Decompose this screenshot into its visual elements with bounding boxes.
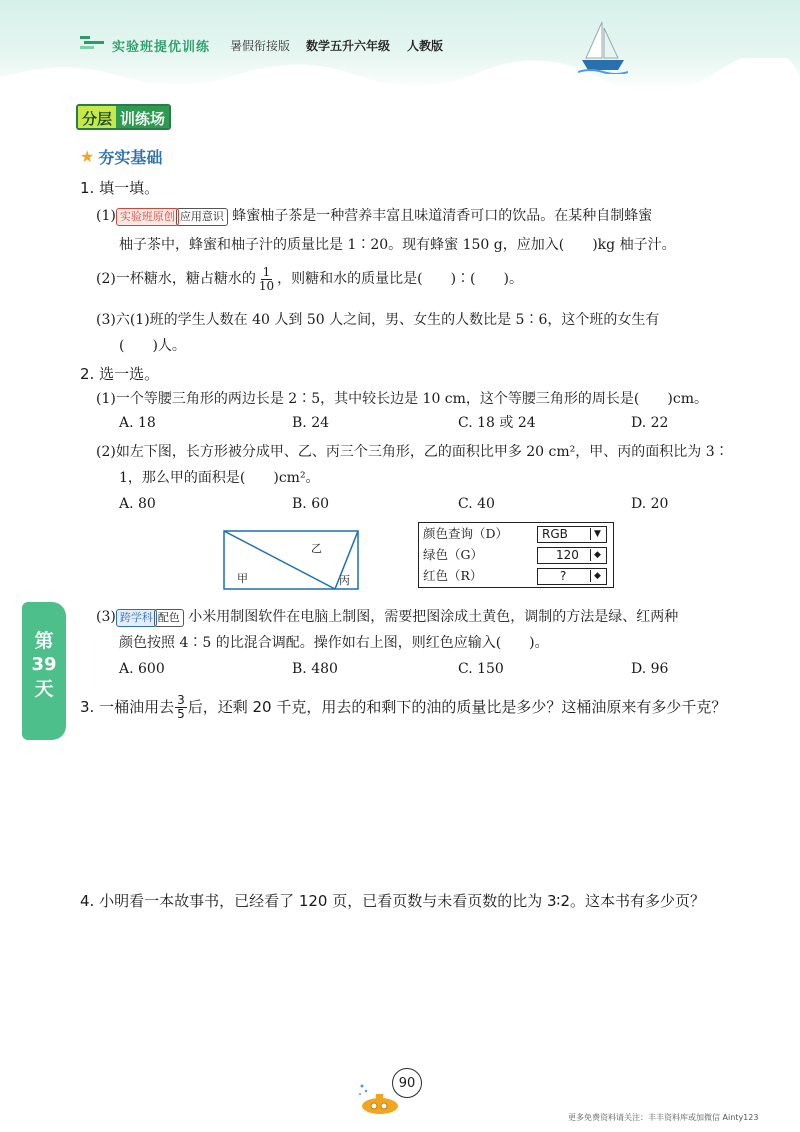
q1-p1-number: (1) [96,208,116,224]
red-value: ? [560,569,567,583]
section-badge [76,104,171,130]
tag-cross-subject: 跨学科 [116,609,157,627]
green-value: 120 [556,548,579,562]
q4-line: 4. 小明看一本故事书，已经看了 120 页，已看页数与未看页数的比为 3∶2。这本书有多少页？ [80,892,706,910]
q1-p3-line1: (3)六(1)班的学生人数在 40 人到 50 人之间，男、女生的人数比是 5∶6，这个班的女生有 [96,312,660,328]
q3-pre: 3. 一桶油用去 [80,698,175,716]
star-icon: ★ [80,147,95,166]
color-query-panel [418,522,614,588]
q2-p1-option-d[interactable]: D. 22 [631,415,669,431]
q1-p2-line [96,264,523,294]
grade-label: 数学五升六年级 [306,39,391,53]
side-tab-day-number: 39 [31,654,57,675]
stepper-icon[interactable]: ◆ [590,549,604,561]
tag-application: 应用意识 [176,208,228,226]
label-bing: 丙 [339,574,350,587]
q1-p2-fraction [257,266,276,293]
q2-p1-option-c[interactable]: C. 18 或 24 [458,415,536,431]
color-mode-value: RGB [542,527,568,541]
q2-p1-option-b[interactable]: B. 24 [292,415,330,431]
fraction-numerator: 3 [177,693,185,707]
press-label: 人教版 [407,39,444,53]
q2-p3-number: (3) [96,609,116,625]
q3-post: 后，还剩 20 千克，用去的和剩下的油的质量比是多少？这桶油原来有多少千克？ [187,698,727,716]
fraction-denominator: 10 [258,278,275,293]
q1-title: 1. 填一填。 [80,179,160,197]
q2-p3-option-d[interactable]: D. 96 [631,661,669,677]
series-logo-icon [78,34,106,52]
fraction-denominator: 5 [177,707,185,721]
dropdown-arrow-icon[interactable]: ▼ [590,528,604,540]
header-wave-decoration [0,58,800,98]
fraction-numerator: 1 [262,264,271,279]
q1-p2-post: ，则糖和水的质量比是( )∶( )。 [277,271,523,287]
q1-p1-line2: 柚子茶中，蜂蜜和柚子汁的质量比是 1∶20。现有蜂蜜 150 g，应加入( )kg 柚子汁。 [119,237,676,253]
q2-p3-option-a[interactable]: A. 600 [119,661,165,677]
q2-p3-option-c[interactable]: C. 150 [458,661,504,677]
color-mode-select[interactable] [537,526,607,543]
footer-note: 更多免费资料请关注：丰丰资料库或加微信 Ainty123 [568,1113,759,1122]
q2-p2-line2: 1，那么甲的面积是( )cm²。 [119,470,320,486]
q2-p3-line2: 颜色按照 4∶5 的比混合调配。操作如右上图，则红色应输入( )。 [119,635,549,651]
q2-p2-option-a[interactable]: A. 80 [119,496,156,512]
q2-p2-line1: (2)如左下图，长方形被分成甲、乙、丙三个三角形，乙的面积比甲多 20 cm²，甲、丙的面积比为 3∶ [96,444,729,460]
q3-line [80,692,726,722]
q2-p1-line: (1)一个等腰三角形的两边长是 2∶5，其中较长边是 10 cm，这个等腰三角形的周长是( )cm。 [96,391,708,407]
color-row-green-label: 绿色（G） [423,547,483,562]
edition-label: 暑假衔接版 [230,39,291,53]
q2-p3-text1: 小米用制图软件在电脑上制图，需要把图涂成土黄色，调制的方法是绿、红两种 [188,609,679,625]
q1-p1-line1 [96,206,652,226]
page-header [0,0,800,92]
q2-p2-option-d[interactable]: D. 20 [631,496,669,512]
q2-title: 2. 选一选。 [80,365,160,383]
q3-fraction [175,694,187,721]
green-value-stepper[interactable] [537,547,607,564]
subsection-title-text: 夯实基础 [98,148,163,167]
stepper-icon[interactable]: ◆ [590,570,604,582]
day-side-tab [22,602,66,740]
color-row-red-label: 红色（R） [423,568,483,583]
q1-p1-text1: 蜂蜜柚子茶是一种营养丰富且味道清香可口的饮品。在某种自制蜂蜜 [232,208,653,224]
q2-p1-option-a[interactable]: A. 18 [119,415,156,431]
label-jia: 甲 [237,572,248,585]
label-yi: 乙 [311,542,322,555]
tag-original: 实验班原创 [116,208,179,226]
section-badge-part-a: 分层 [78,106,116,128]
q1-p3-line2: ( )人。 [119,338,186,354]
q1-p2-pre: (2)一杯糖水，糖占糖水的 [96,271,256,287]
q2-p3-option-b[interactable]: B. 480 [292,661,338,677]
subsection-title [80,145,162,168]
tag-color-matching: 配色 [154,609,184,627]
section-badge-part-b: 训练场 [116,106,169,128]
side-tab-char-1: 第 [34,630,54,652]
q2-p3-line1 [96,607,678,627]
page-number: 90 [392,1068,422,1098]
rectangle-triangles-figure [223,530,359,590]
q2-p2-option-c[interactable]: C. 40 [458,496,495,512]
series-title: 实验班提优训练 [112,40,211,55]
sailboat-icon [578,18,628,74]
side-tab-char-3: 天 [34,678,54,700]
red-value-stepper[interactable] [537,568,607,585]
color-row-mode-label: 颜色查询（D） [423,526,509,541]
q2-p2-option-b[interactable]: B. 60 [292,496,330,512]
